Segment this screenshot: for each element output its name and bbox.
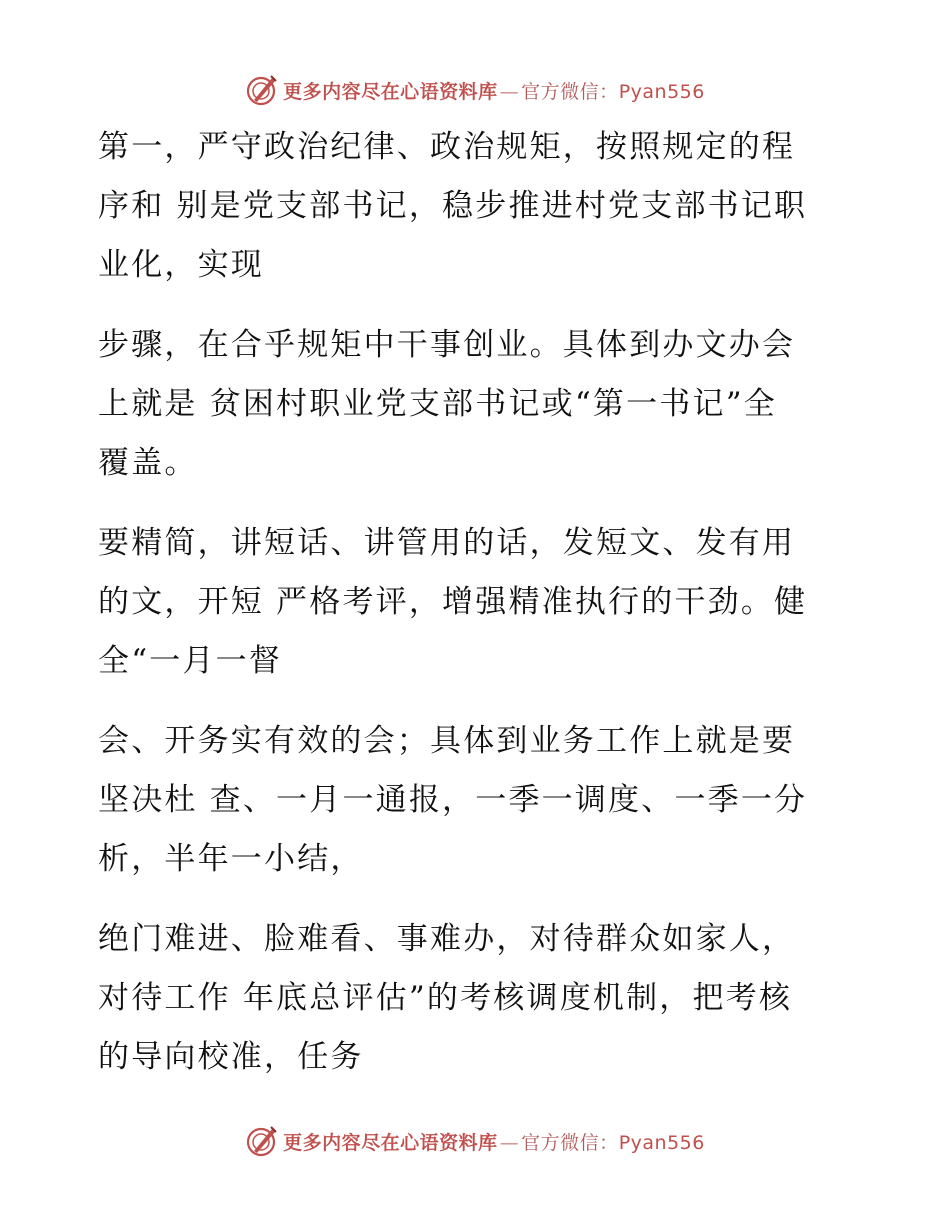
watermark-text	[283, 77, 705, 104]
pen-logo-icon	[245, 1124, 279, 1158]
text-line: 业化，实现	[98, 247, 264, 283]
text-line: 会、开务实有效的会；具体到业务工作上就是要	[98, 723, 796, 759]
text-line: 的文，开短 严格考评，增强精准执行的干劲。健	[98, 584, 808, 620]
watermark-label: 官方微信：	[521, 1131, 619, 1154]
footer-watermark	[0, 1121, 950, 1161]
watermark-brand: 更多内容尽在心语资料库	[283, 80, 498, 103]
paragraph-4	[98, 712, 838, 889]
watermark-label: 官方微信：	[521, 80, 619, 103]
watermark-wechat-id: Pyan556	[618, 1131, 705, 1154]
text-line: 全“一月一督	[98, 643, 283, 679]
watermark-text	[283, 1128, 705, 1155]
watermark-dash: —	[499, 1131, 520, 1154]
paragraph-3	[98, 514, 838, 691]
watermark-wechat-id: Pyan556	[618, 80, 705, 103]
text-line: 坚决杜 查、一月一通报，一季一调度、一季一分	[98, 782, 808, 818]
text-line: 绝门难进、脸难看、事难办，对待群众如家人，	[98, 921, 796, 957]
text-line: 步骤，在合乎规矩中干事创业。具体到办文办会	[98, 327, 796, 363]
text-line: 上就是 贫困村职业党支部书记或“第一书记”全	[98, 386, 777, 422]
header-watermark	[0, 70, 950, 110]
pen-logo-icon	[245, 73, 279, 107]
text-line: 析，半年一小结，	[98, 841, 364, 877]
text-line: 要精简，讲短话、讲管用的话，发短文、发有用	[98, 525, 796, 561]
text-line: 第一，严守政治纪律、政治规矩，按照规定的程	[98, 129, 796, 165]
paragraph-5	[98, 910, 838, 1087]
text-line: 覆盖。	[98, 445, 198, 481]
watermark-brand: 更多内容尽在心语资料库	[283, 1131, 498, 1154]
paragraph-2	[98, 316, 838, 493]
text-line: 序和 别是党支部书记，稳步推进村党支部书记职	[98, 188, 808, 224]
document-body	[98, 118, 838, 1108]
paragraph-1	[98, 118, 838, 295]
text-line: 的导向校准，任务	[98, 1039, 364, 1075]
watermark-dash: —	[499, 80, 520, 103]
text-line: 对待工作 年底总评估”的考核调度机制，把考核	[98, 980, 793, 1016]
